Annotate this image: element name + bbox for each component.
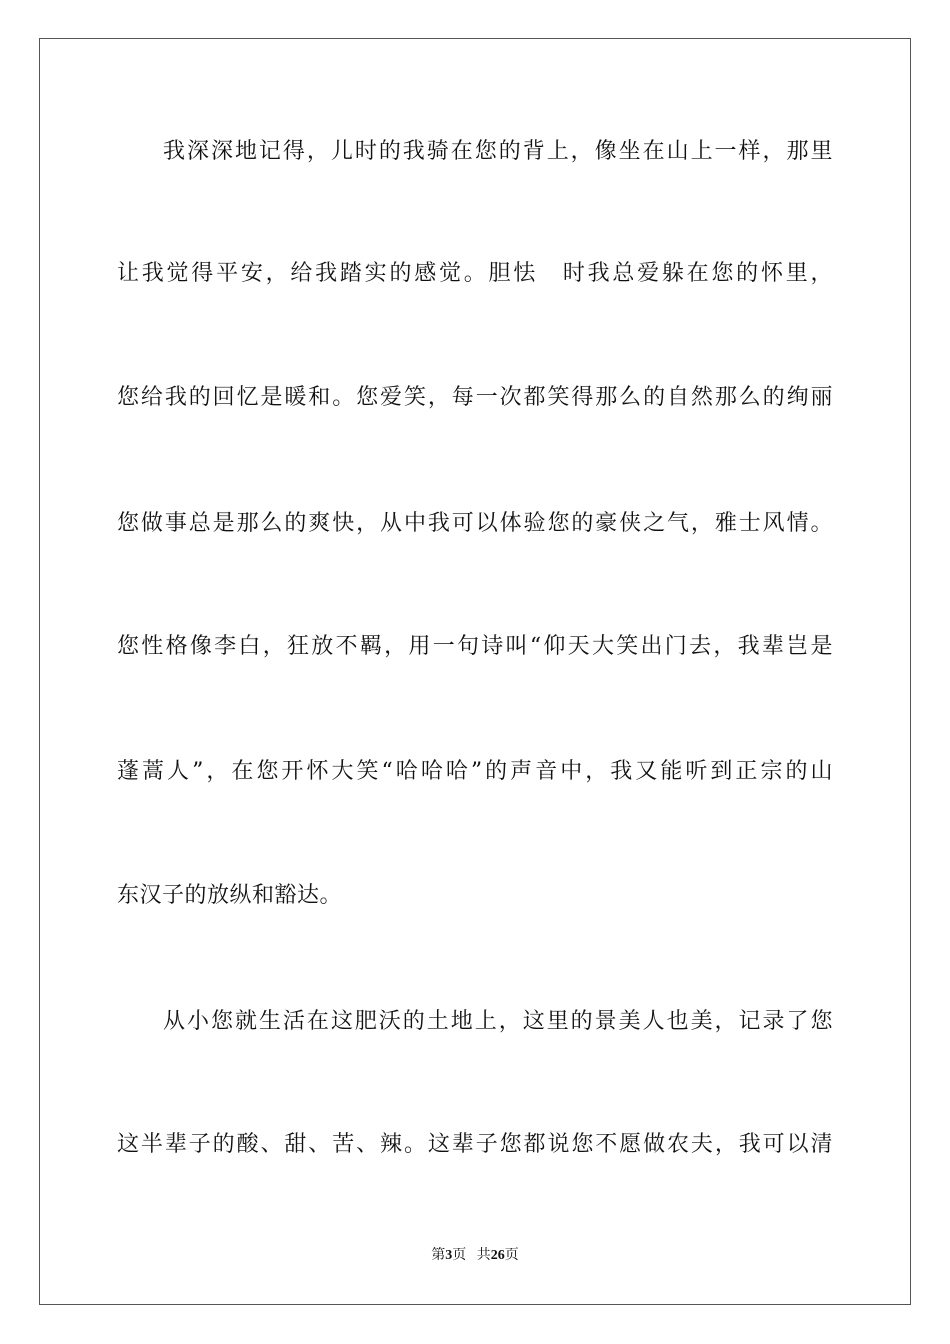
current-page-number: 3 <box>445 1248 453 1263</box>
page-footer <box>0 1247 950 1265</box>
paragraph-1-line-6: 蓬蒿人”，在您开怀大笑“哈哈哈”的声音中，我又能听到正宗的山 <box>117 759 833 784</box>
page-frame <box>39 38 911 1305</box>
paragraph-2-line-2: 这半辈子的酸、甜、苦、辣。这辈子您都说您不愿做农夫，我可以清 <box>117 1132 833 1157</box>
paragraph-2-line-1: 从小您就生活在这肥沃的土地上，这里的景美人也美，记录了您 <box>163 1009 833 1034</box>
paragraph-1-line-7: 东汉子的放纵和豁达。 <box>117 883 343 908</box>
footer-prefix: 第 <box>431 1248 446 1263</box>
paragraph-1-line-2: 让我觉得平安，给我踏实的感觉。胆怯 时我总爱躲在您的怀里， <box>117 261 833 286</box>
footer-page-word: 页 <box>452 1248 467 1263</box>
paragraph-1-line-4: 您做事总是那么的爽快，从中我可以体验您的豪侠之气，雅士风情。 <box>117 511 833 536</box>
paragraph-1-line-1: 我深深地记得，儿时的我骑在您的背上，像坐在山上一样，那里 <box>163 139 833 164</box>
footer-total-prefix: 共 <box>476 1248 491 1263</box>
total-pages-number: 26 <box>490 1248 505 1263</box>
footer-total-suffix: 页 <box>504 1248 519 1263</box>
paragraph-1-line-5: 您性格像李白，狂放不羁，用一句诗叫“仰天大笑出门去，我辈岂是 <box>117 634 833 659</box>
paragraph-1-line-3: 您给我的回忆是暖和。您爱笑，每一次都笑得那么的自然那么的绚丽 <box>117 385 833 410</box>
